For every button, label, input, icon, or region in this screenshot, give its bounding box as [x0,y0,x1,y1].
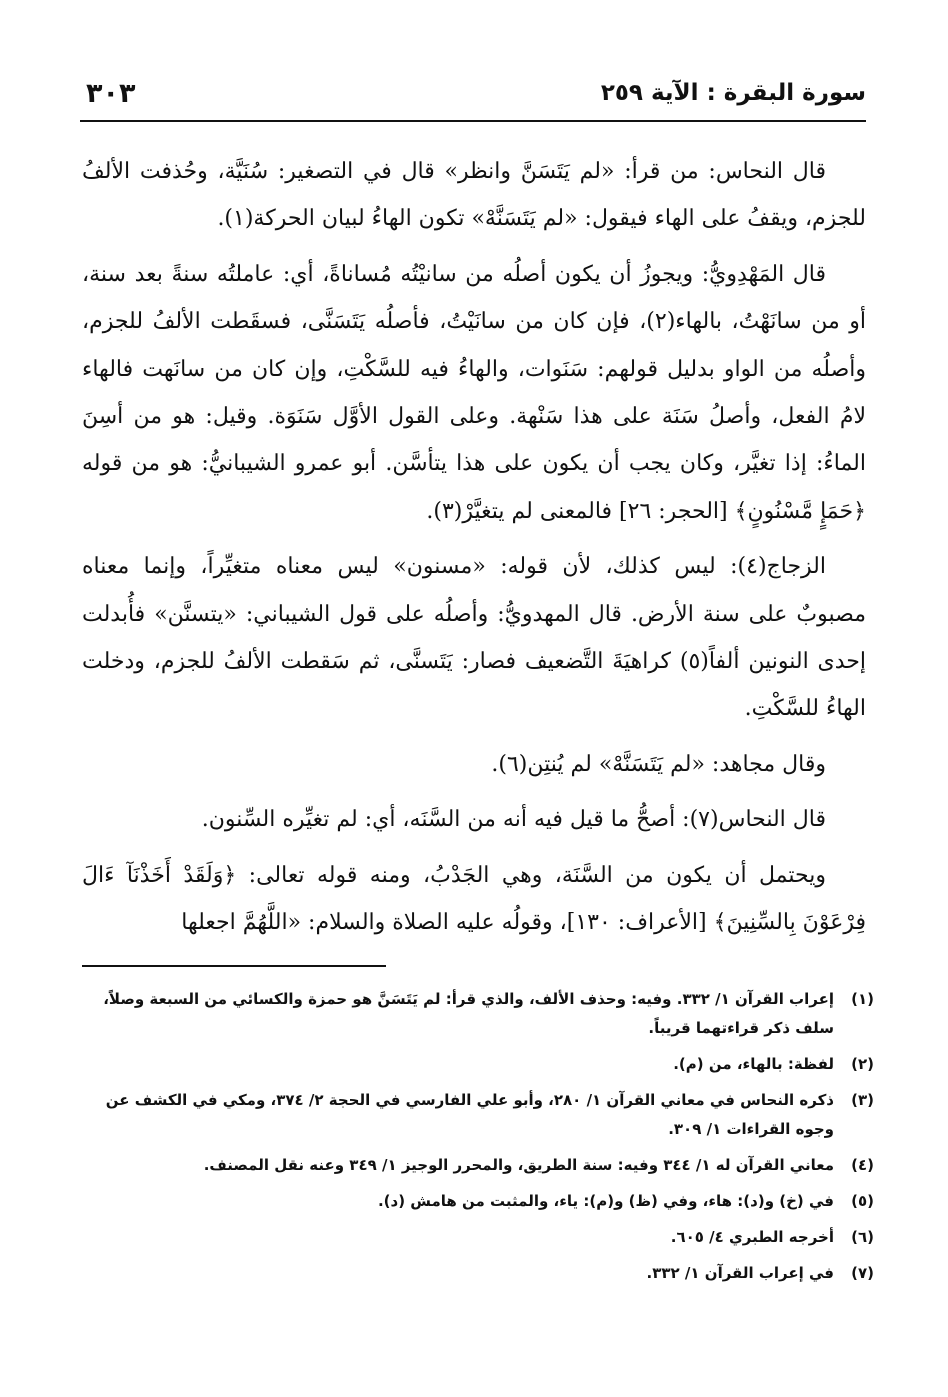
footnote [96,1187,874,1216]
footnote-number: (٥) [851,1192,874,1210]
footnote [96,1223,874,1252]
footnote-text: في إعراب القرآن ١/ ٣٣٢. [646,1264,834,1282]
footnote-text: أخرجه الطبري ٤/ ٦٠٥. [670,1228,834,1246]
paragraph-sanah: ويحتمل أن يكون من السَّنَة، وهي الجَدْبُ، ومنه قوله تعالى: ﴿وَلَقَدْ أَخَذْنَآ ءَالَ فِرْعَوْنَ بِالسِّنِينَ﴾ [الأعراف: ١٣٠]، وقولُه عليه الصلاة والسلام: «اللَّهُمَّ اجعلها [82,862,866,936]
footnote-number: (٣) [851,1091,874,1109]
paragraph-zajjaj: الزجاج(٤): ليس كذلك، لأن قوله: «مسنون» ليس معناه متغيِّراً، وإنما معناه مصبوبٌ على سنة الأرض. قال المهدويُّ: وأصلُه على قول الشيباني: «يتسنَّن» فأُبدلت إحدى النونين ألفاً(٥) كراهيَةَ التَّضعيف فصار: يَتَسنَّى، ثم سَقطت الألفُ للجزم، ودخلت الهاءُ للسَّكْتِ. [82,554,867,722]
page-number: ٣٠٣ [86,78,136,109]
running-header [80,74,866,122]
footnote [96,1259,874,1288]
footnotes [96,985,874,1295]
footnote [96,985,874,1043]
paragraph-nahhas: قال النحاس: من قرأ: «لم يَتَسَنَّ وانظر» قال في التصغير: سُنَيَّة، وحُذفت الألفُ للجزم، ويقفُ على الهاء فيقول: «لم يَتَسَنَّهْ» تكون الهاءُ لبيان الحركة(١). [82,159,866,232]
paragraph-mahdawi: قال المَهْدِويُّ: ويجوزُ أن يكون أصلُه من سانيْتُه مُساناةً، أي: عاملتُه سنةً بعد سنة، أو من سانَهْتُ، بالهاء(٢)، فإن كان من سانَيْتُ، فأصلُه يَتَسَنَّى، فسقَطت الألفُ للجزم، وأصلُه من الواو بدليل قولهم: سَنَوات، والهاءُ فيه للسَّكْتِ، وإن كان من سانَهت فالهاء لامُ الفعل، وأصلُ سَنَة على هذا سَنْهة. وعلى القول الأوَّل سَنَوَة. وقيل: هو من أسِنَ الماءُ: إذا تغيَّر، وكان يجب أن يكون على هذا يتأسَّن. أبو عمرو الشيبانيُّ: هو من قوله ﴿حَمَإٍ مَّسْنُونٍ﴾ [الحجر: ٢٦] فالمعنى لم يتغيَّرْ(٣). [82,261,866,524]
footnote-number: (١) [851,990,874,1008]
footnote-number: (٢) [851,1055,874,1073]
footnote-number: (٧) [851,1264,874,1282]
paragraph-mujahid: وقال مجاهد: «لم يَتَسَنَّهْ» لم يُنتِن(٦). [491,751,826,777]
paragraph-nahhas-2: قال النحاس(٧): أصحُّ ما قيل فيه أنه من السَّنَه، أي: لم تغيِّره السِّنون. [201,807,826,833]
footnote-text: معاني القرآن له ١/ ٣٤٤ وفيه: سنة الطريق، والمحرر الوجيز ١/ ٣٤٩ وعنه نقل المصنف. [203,1156,834,1174]
main-text [82,148,866,947]
footnote-number: (٤) [851,1156,874,1174]
footnote [96,1151,874,1180]
footnote-text: في (خ) و(د): هاء، وفي (ظ) و(م): ياء، والمثبت من هامش (د). [377,1192,834,1210]
footnote [96,1050,874,1079]
surah-heading: سورة البقرة : الآية ٢٥٩ [600,80,866,106]
footnote-number: (٦) [851,1228,874,1246]
footnote-text: إعراب القرآن ١/ ٣٣٢. وفيه: وحذف الألف، والذي قرأ: لم يَتَسَنَّ هو حمزة والكسائي من السبعة وصلاً، سلف ذكر قراءتهما قريباً. [103,990,834,1037]
footnote [96,1086,874,1144]
footnote-separator [82,965,386,967]
footnote-text: ذكره النحاس في معاني القرآن ١/ ٢٨٠، وأبو علي الفارسي في الحجة ٢/ ٣٧٤، ومكي في الكشف عن وجوه القراءات ١/ ٣٠٩. [105,1091,834,1138]
footnote-text: لفظة: بالهاء، من (م). [673,1055,834,1073]
